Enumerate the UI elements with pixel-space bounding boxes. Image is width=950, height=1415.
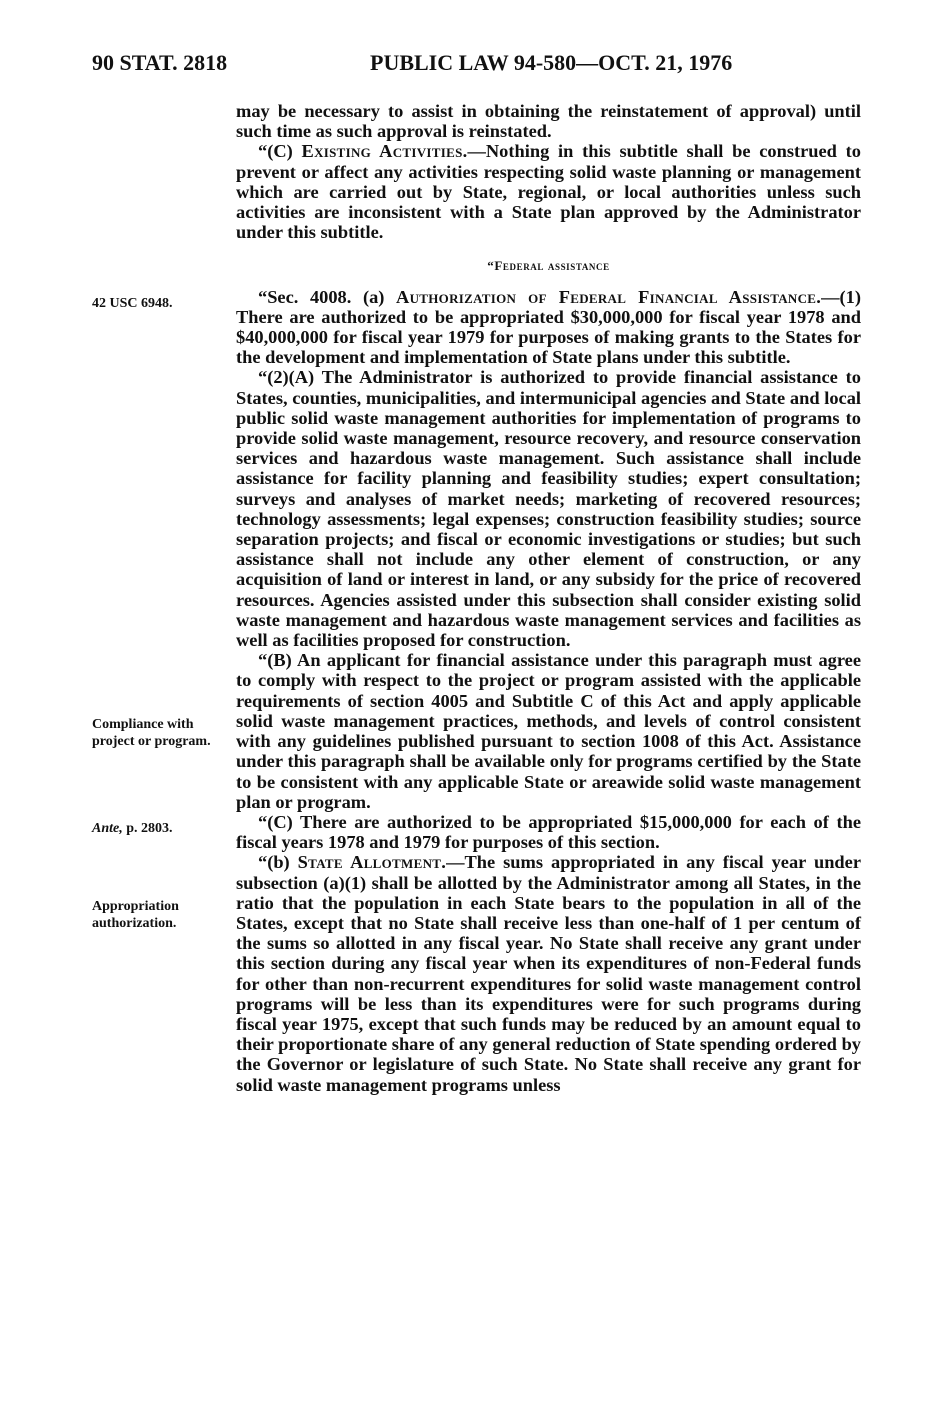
paragraph-sec-4008-a <box>236 287 861 368</box>
margin-note-appropriation: Appropriation authorization. <box>92 899 179 931</box>
margin-note-ante <box>92 820 222 837</box>
paragraph-text: —The sums appropriated in any fiscal year under subsection (a)(1) shall be allotted by the Administrator among all States, in the ratio that the population in each State bears to the population in all of the States, except that no State shall receive less than one-half of 1 per centum of the sums so allotted in any fiscal year. No State shall receive any grant under this section during any fiscal year when its expenditures of non-Federal funds for other than non-recurrent expenditures for solid waste management control programs will be less than its expenditures were for such programs during fiscal year 1975, except that such funds may be reduced by an amount equal to their proportionate share of any general reduction of State spending ordered by the Governor or legislature of such State. No State shall receive any grant for solid waste management programs unless <box>236 852 861 1095</box>
paragraph-text: —(1) There are authorized to be appropriated $30,000,000 for fiscal year 1978 and $40,000,000 for fiscal year 1979 for purposes of making grants to the States for the development and implementation of State plans under this subtitle. <box>236 286 861 368</box>
paragraph-text: —Nothing in this subtitle shall be construed to prevent or affect any activities respecting solid waste planning or management which are carried out by State, regional, or local authorities unless such activities are inconsistent with a State plan approved by the Administrator under this subtitle. <box>236 141 861 243</box>
paragraph-lead: “(b) <box>258 852 298 873</box>
margin-note-ante-page: p. 2803. <box>122 821 173 836</box>
paragraph-2a: “(2)(A) The Administrator is authorized to provide financial assistance to States, counties, municipalities, and intermunicipal agencies and State and local public solid waste management authorities for implementation of programs to provide solid waste management, resource recovery, and resource conservation services and hazardous waste management. Such assistance shall include assistance for facility planning and feasibility studies; expert consultation; surveys and analyses of market needs; marketing of recovered resources; technology assessments; legal expenses; construction feasibility studies; source separation projects; and fiscal or economic investigations or studies; but such assistance shall not include any other element of construction, or any acquisition of land or interest in land, or any subsidy for the price of recovered resources. Agencies assisted under this subsection shall consider existing solid waste management and hazardous waste management services and facilities as well as facilities proposed for construction. <box>236 367 861 651</box>
margin-note-ante-italic: Ante, <box>92 821 123 836</box>
public-law-title: PUBLIC LAW 94-580—OCT. 21, 1976 <box>370 50 733 75</box>
paragraph-lead: “Sec. 4008. (a) <box>258 286 396 307</box>
margin-note-compliance: Compliance with project or program. <box>92 717 211 749</box>
paragraph-state-allotment <box>236 852 861 1094</box>
section-heading: “Federal assistance <box>487 258 610 274</box>
paragraph-2b: “(B) An applicant for financial assistance under this paragraph must agree to comply with respect to the project or program assisted with the applicable requirements of section 4005 and Subtitle C of this Act and apply applicable solid waste management practices, methods, and levels of control consistent with any guidelines published pursuant to section 1008 of this Act. Assistance under this paragraph shall be available only for programs certified by the State to be consistent with any applicable State or areawide solid waste management plan or program. <box>236 650 861 812</box>
paragraph-continuation: may be necessary to assist in obtaining the reinstatement of approval) until such time as such approval is reinstated. <box>236 101 861 142</box>
paragraph-caption: Authorization of Federal Financial Assistance. <box>396 286 822 307</box>
page-stat-number: 90 STAT. 2818 <box>92 50 228 75</box>
paragraph-2c: “(C) There are authorized to be appropriated $15,000,000 for each of the fiscal years 1978 and 1979 for purposes of this section. <box>236 811 861 853</box>
page-header <box>92 50 862 84</box>
paragraph-caption: Existing Activities. <box>301 141 468 162</box>
body-text <box>236 101 861 1095</box>
paragraph-existing-activities <box>236 141 861 242</box>
margin-note-usc: 42 USC 6948. <box>92 296 173 311</box>
paragraph-lead: “(C) <box>258 141 302 162</box>
paragraph-caption: State Allotment. <box>297 852 447 873</box>
